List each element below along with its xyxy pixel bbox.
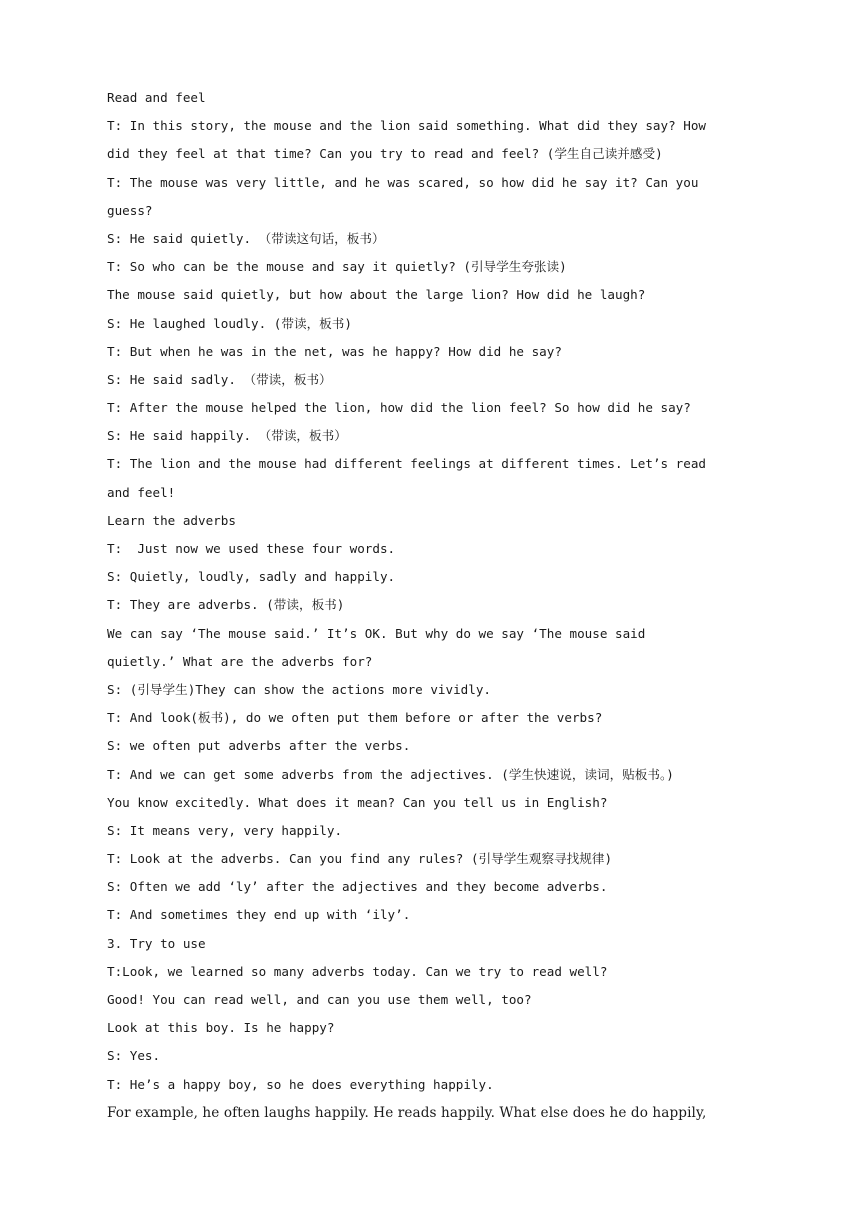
text-line: Good! You can read well, and can you use them well, too?: [107, 992, 532, 1007]
text-line: T: So who can be the mouse and say it quietly? (引导学生夸张读): [107, 259, 567, 275]
text-line: and feel!: [107, 484, 176, 500]
text-line: S: Often we add ‘ly’ after the adjectives and they become adverbs.: [107, 879, 608, 895]
text-line: T: And sometimes they end up with ‘ily’.: [107, 907, 411, 923]
text-line: S: He said happily. （带读，板书）: [107, 428, 347, 444]
text-line: T: In this story, the mouse and the lion said something. What did they say? How: [107, 118, 706, 134]
text-line: T: He’s a happy boy, so he does everything happily.: [107, 1076, 494, 1092]
text-line: S: Quietly, loudly, sadly and happily.: [107, 569, 396, 585]
text-line: S: He laughed loudly. (带读，板书): [107, 315, 352, 331]
text-line: The mouse said quietly, but how about the large lion? How did he laugh?: [107, 287, 646, 303]
text-line: S: (引导学生)They can show the actions more vividly.: [107, 681, 491, 697]
text-line: S: He said sadly. （带读，板书）: [107, 371, 332, 387]
text-line: T: They are adverbs. (带读，板书): [107, 597, 345, 613]
text-line: S: He said quietly. （带读这句话，板书）: [107, 230, 385, 246]
lesson-text: [107, 84, 707, 1127]
text-line: We can say ‘The mouse said.’ It’s OK. But why do we say ‘The mouse said: [107, 625, 646, 641]
section-heading-read-and-feel: Read and feel: [107, 90, 206, 105]
text-line: quietly.’ What are the adverbs for?: [107, 653, 373, 669]
text-line: S: we often put adverbs after the verbs.: [107, 738, 411, 754]
text-line: T: After the mouse helped the lion, how did the lion feel? So how did he say?: [107, 400, 691, 416]
text-line: T: And we can get some adverbs from the adjectives. (学生快速说，读词，贴板书。): [107, 766, 674, 782]
text-line: did they feel at that time? Can you try to read and feel? (学生自己读并感受): [107, 146, 663, 162]
section-heading-learn-the-adverbs: Learn the adverbs: [107, 512, 236, 528]
text-line: guess?: [107, 202, 153, 218]
text-line: For example, he often laughs happily. He reads happily. What else does he do happily,: [107, 1104, 707, 1121]
text-line: T: But when he was in the net, was he happy? How did he say?: [107, 343, 562, 359]
text-line: T: The lion and the mouse had different feelings at different times. Let’s read: [107, 456, 706, 472]
text-line: T: Just now we used these four words.: [107, 541, 396, 556]
text-line: T: And look(板书), do we often put them before or after the verbs?: [107, 710, 603, 726]
text-line: T: The mouse was very little, and he was scared, so how did he say it? Can you: [107, 174, 699, 190]
text-line: Look at this boy. Is he happy?: [107, 1020, 335, 1036]
text-line: T:Look, we learned so many adverbs today. Can we try to read well?: [107, 963, 608, 979]
text-line: T: Look at the adverbs. Can you find any rules? (引导学生观察寻找规律): [107, 851, 613, 867]
text-line: S: Yes.: [107, 1048, 161, 1064]
section-heading-try-to-use: 3. Try to use: [107, 935, 206, 951]
text-line: S: It means very, very happily.: [107, 822, 343, 838]
text-line: You know excitedly. What does it mean? Can you tell us in English?: [107, 794, 608, 810]
